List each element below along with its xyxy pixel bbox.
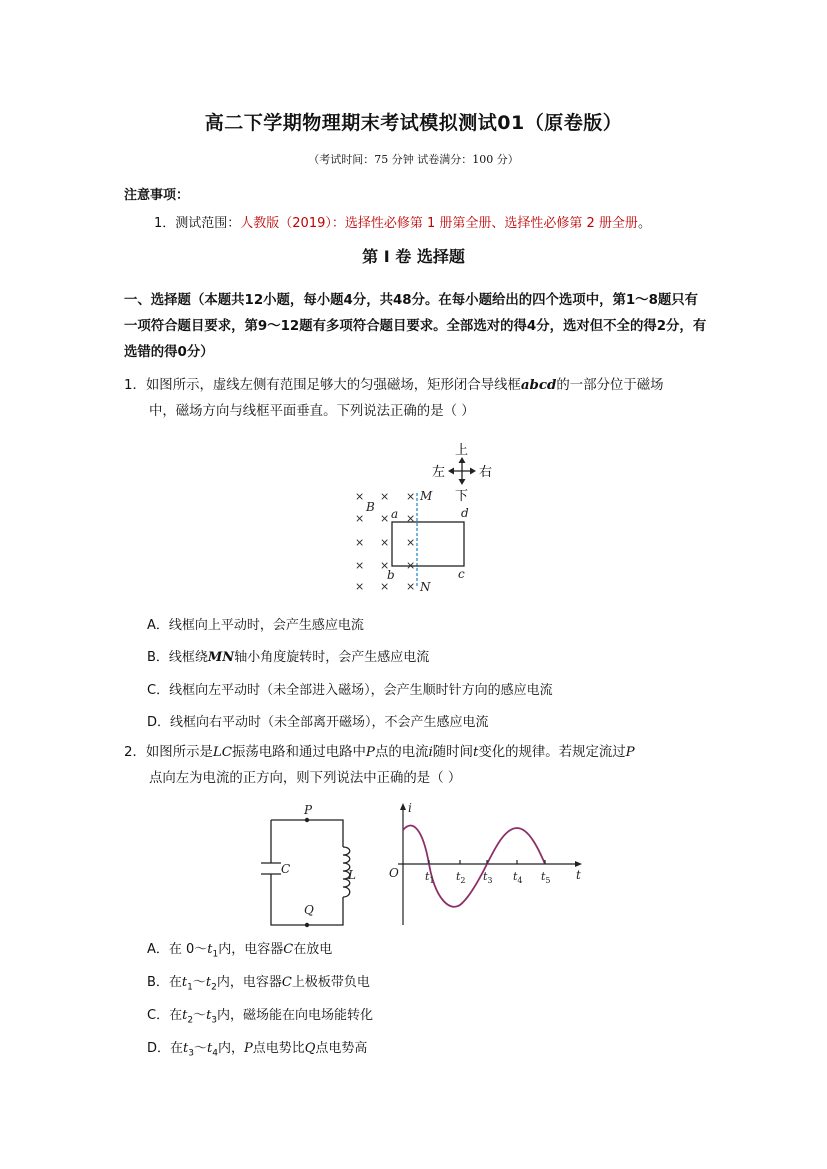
q2-option-c[interactable]: C．在$t_2\sim t_3$内，磁场能在向电场能转化 [147, 1008, 374, 1026]
q1-option-a[interactable]: A．线框向上平动时，会产生感应电流 [147, 618, 364, 633]
svg-text:×: × [406, 559, 416, 572]
page-title: 高二下学期物理期末考试模拟测试01（原卷版） [204, 112, 623, 134]
label-M: M [420, 489, 433, 503]
frame-abcd [392, 522, 464, 566]
svg-text:×: × [355, 580, 365, 593]
svg-text:×: × [406, 536, 416, 549]
svg-text:×: × [355, 559, 365, 572]
q2-line-2: 点向左为电流的正方向，则下列说法中正确的是（ ） [149, 771, 462, 786]
label-Q: Q [304, 903, 314, 917]
tick-subscript: 1 [429, 876, 435, 885]
svg-text:×: × [406, 490, 416, 503]
label-down: 下 [455, 489, 469, 504]
frame-label: abcd [520, 377, 557, 393]
q2-option-a[interactable]: A．在 $0\sim t_1$内，电容器C在放电 [147, 942, 333, 960]
svg-text:×: × [380, 559, 390, 572]
exam-info: （考试时间：75 分钟 试卷满分：100 分） [308, 153, 519, 166]
node-q [305, 923, 309, 927]
svg-text:×: × [355, 512, 365, 525]
question-2-stem [124, 740, 709, 792]
tick-subscript: 3 [487, 876, 493, 885]
q1-option-d[interactable]: D．线框向右平动时（未全部离开磁场），不会产生感应电流 [147, 715, 489, 730]
note-scope-range: 人教版（2019）：选择性必修第 1 册第全册、选择性必修第 2 册全册 [240, 216, 638, 231]
label-left: 左 [432, 465, 446, 480]
current-curve [403, 825, 545, 906]
label-P: P [304, 803, 313, 817]
label-up: 上 [455, 443, 469, 458]
label-right: 右 [479, 465, 493, 480]
note-scope-prefix: 1．测试范围： [154, 216, 241, 231]
tick-label: $t_4$ [513, 870, 523, 885]
note-scope [154, 212, 651, 231]
origin-label: O [389, 866, 399, 880]
label-N: N [420, 580, 431, 594]
label-d: d [461, 506, 469, 520]
label-L: L [348, 868, 356, 882]
magnetic-field [355, 490, 415, 593]
label-c: c [458, 567, 465, 581]
tick-subscript: 5 [545, 876, 551, 885]
q1-option-c[interactable]: C．线框向左平动时（未全部进入磁场），会产生顺时针方向的感应电流 [147, 683, 553, 698]
svg-text:×: × [380, 580, 390, 593]
q1-figure [340, 438, 510, 598]
current-time-graph [383, 800, 588, 930]
section-instructions: 一、选择题（本题共12小题，每小题4分，共48分。在每小题给出的四个选项中，第1～8题只有一项符合题目要求，第9～12题有多项符合题目要求。全部选对的得4分，选对但不全的得2分，有选错的得0分） [124, 293, 707, 360]
question-1-stem [124, 372, 709, 425]
section-title: 第 I 卷 选择题 [362, 247, 465, 266]
label-C: C [281, 862, 291, 876]
lc-circuit [255, 800, 365, 935]
direction-compass [432, 443, 492, 504]
q1-line-2: 中，磁场方向与线框平面垂直。下列说法正确的是（ ） [149, 404, 475, 419]
tick-label: $t_3$ [483, 870, 493, 885]
axis-label-i: i [408, 801, 412, 815]
q2-line-1: 2．如图所示是LC振荡电路和通过电路中P点的电流i随时间t变化的规律。若规定流过P [124, 745, 635, 760]
svg-text:×: × [406, 512, 416, 525]
tick-subscript: 4 [517, 876, 523, 885]
label-B: B [366, 500, 375, 514]
label-b: b [387, 568, 395, 582]
tick-label: $t_2$ [456, 870, 466, 885]
label-a: a [391, 507, 399, 521]
q2-option-d[interactable]: D．在$t_3\sim t_4$内，P点电势比Q点电势高 [147, 1041, 368, 1059]
node-p [305, 818, 309, 822]
tick-label: $t_5$ [541, 870, 551, 885]
q1-option-b[interactable]: B．线框绕MN轴小角度旋转时，会产生感应电流 [147, 650, 430, 665]
axis-label: MN [207, 650, 235, 665]
notes-heading: 注意事项： [124, 188, 190, 203]
svg-text:×: × [355, 536, 365, 549]
tick-label: $t_1$ [425, 870, 435, 885]
axis-label-t: t [576, 868, 581, 882]
svg-text:×: × [380, 536, 390, 549]
svg-text:×: × [380, 512, 390, 525]
q2-option-b[interactable]: B．在$t_1\sim t_2$内，电容器C上极板带负电 [147, 975, 370, 993]
note-scope-suffix: 。 [637, 216, 651, 231]
svg-text:×: × [380, 490, 390, 503]
svg-text:×: × [355, 490, 365, 503]
q1-line-1: 1．如图所示，虚线左侧有范围足够大的匀强磁场，矩形闭合导线框abcd的一部分位于磁场 [124, 377, 664, 393]
tick-subscript: 2 [460, 876, 466, 885]
svg-text:×: × [406, 580, 416, 593]
